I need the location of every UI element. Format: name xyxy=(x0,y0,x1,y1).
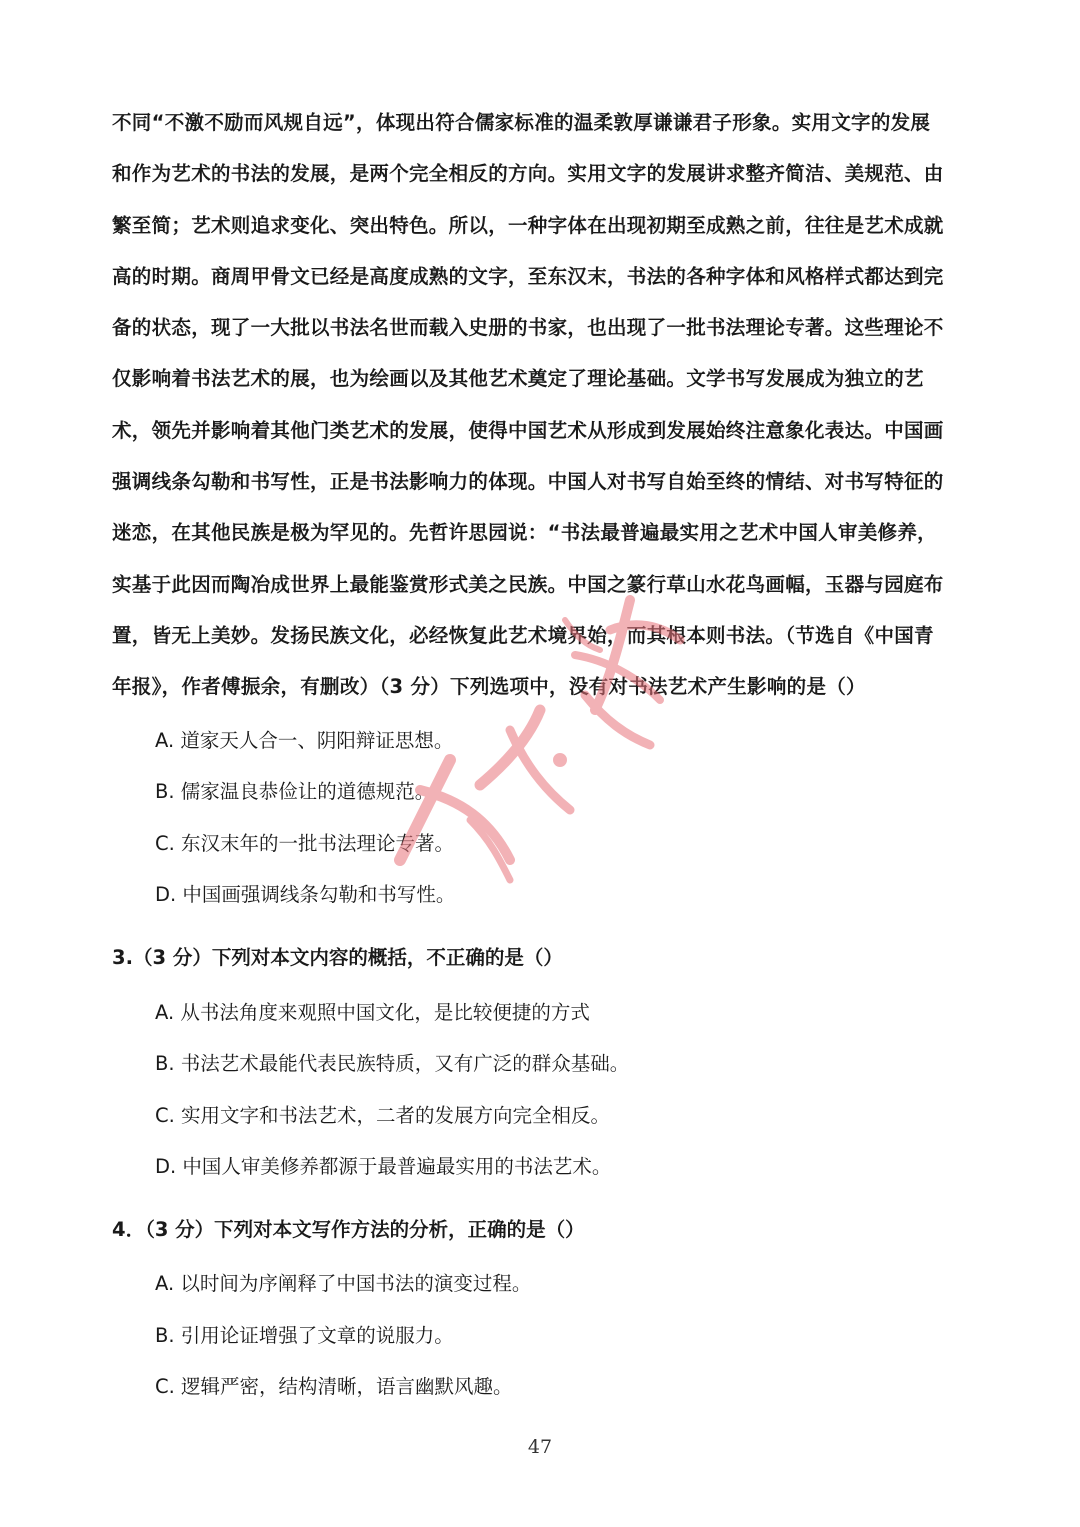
passage-line: 备的状态，现了一大批以书法名世而载入史册的书家，也出现了一批书法理论专著。这些理论不 xyxy=(112,316,944,340)
passage-line: 实基于此因而陶冶成世界上最能鉴赏形式美之民族。中国之篆行草山水花鸟画幅，玉器与园庭布 xyxy=(112,572,944,596)
passage-text xyxy=(112,97,957,713)
passage-line: 高的时期。商周甲骨文已经是高度成熟的文字，至东汉末，书法的各种字体和风格样式都达到完 xyxy=(112,264,944,288)
q2-option-d: D. 中国画强调线条勾勒和书写性。 xyxy=(155,883,456,906)
q4-option-b: B. 引用论证增强了文章的说服力。 xyxy=(155,1324,454,1347)
passage-line: 繁至简；艺术则追求变化、突出特色。所以，一种字体在出现初期至成熟之前，往往是艺术成就 xyxy=(112,213,944,237)
passage-line: 术，领先并影响着其他门类艺术的发展，使得中国艺术从形成到发展始终注意象化表达。中国画 xyxy=(112,418,944,442)
passage-line: 不同“不激不励而风规自远”，体现出符合儒家标准的温柔敦厚谦谦君子形象。实用文字的发展 xyxy=(112,111,931,134)
q3-option-d: D. 中国人审美修养都源于最普遍最实用的书法艺术。 xyxy=(155,1155,612,1178)
q3-option-c: C. 实用文字和书法艺术，二者的发展方向完全相反。 xyxy=(155,1104,611,1127)
q3-option-a: A. 从书法角度来观照中国文化，是比较便捷的方式 xyxy=(155,1001,590,1024)
passage-line: 仅影响着书法艺术的展，也为绘画以及其他艺术奠定了理论基础。文学书写发展成为独立的艺 xyxy=(112,367,924,391)
q4-stem: 4．（3 分）下列对本文写作方法的分析，正确的是（） xyxy=(112,1218,585,1241)
passage-line: 强调线条勾勒和书写性，正是书法影响力的体现。中国人对书写自始至终的情结、对书写特征的 xyxy=(112,470,944,494)
q2-option-a: A. 道家天人合一、阴阳辩证思想。 xyxy=(155,729,454,752)
passage-line: 年报》，作者傅振余，有删改）（3 分）下列选项中，没有对书法艺术产生影响的是（） xyxy=(112,675,866,699)
q4-option-a: A. 以时间为序阐释了中国书法的演变过程。 xyxy=(155,1272,532,1295)
page-number: 47 xyxy=(527,1436,553,1458)
passage-line: 和作为艺术的书法的发展，是两个完全相反的方向。实用文字的发展讲求整齐简洁、美规范、由 xyxy=(112,162,944,186)
q3-option-b: B. 书法艺术最能代表民族特质，又有广泛的群众基础。 xyxy=(155,1052,630,1075)
passage-line: 置，皆无上美妙。发扬民族文化，必经恢复此艺术境界始，而其根本则书法。（节选自《中国青 xyxy=(112,623,934,647)
q2-option-b: B. 儒家温良恭俭让的道德规范。 xyxy=(155,780,435,803)
passage-line: 迷恋，在其他民族是极为罕见的。先哲许思园说：“书法最普遍最实用之艺术中国人审美修养， xyxy=(112,521,937,545)
q3-stem: 3.（3 分）下列对本文内容的概括，不正确的是（） xyxy=(112,946,563,969)
q2-option-c: C. 东汉末年的一批书法理论专著。 xyxy=(155,832,455,855)
q4-option-c: C. 逻辑严密，结构清晰，语言幽默风趣。 xyxy=(155,1375,513,1398)
